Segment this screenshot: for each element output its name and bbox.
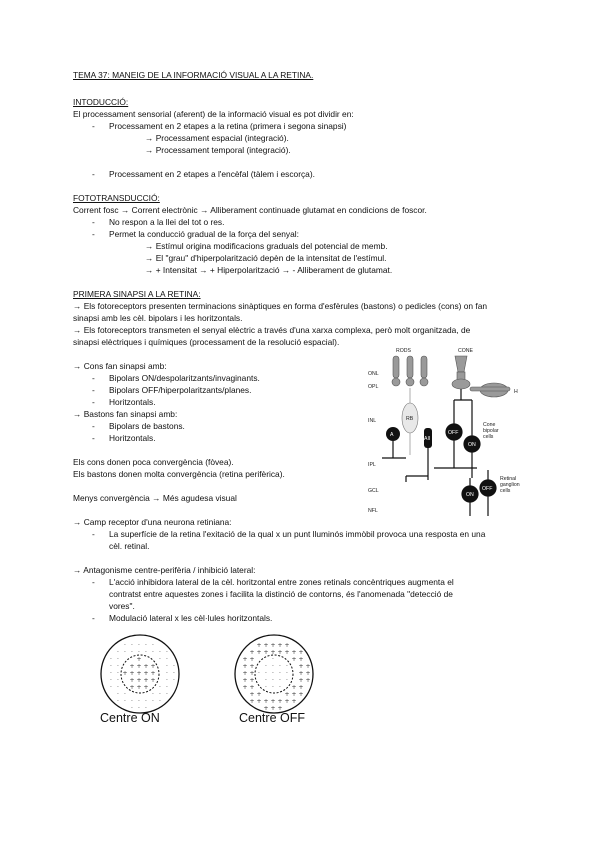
- field-mark: ·: [124, 642, 126, 649]
- field-mark: +: [249, 691, 255, 698]
- bullet-dash: -: [92, 169, 95, 179]
- field-mark: ·: [117, 670, 119, 677]
- field-mark: ·: [152, 649, 154, 656]
- field-mark: ·: [272, 677, 274, 684]
- field-mark: +: [305, 670, 311, 677]
- field-mark: +: [249, 684, 255, 691]
- layer-gcl: GCL: [368, 488, 379, 494]
- field-mark: +: [242, 656, 248, 663]
- field-mark: +: [298, 684, 304, 691]
- off-center-label: Centre OFF: [239, 711, 305, 725]
- field-mark: +: [143, 663, 149, 670]
- photo-lead: Corrent fosc → Corrent electrònic → Alliberament continuade glutamat en condicions de foscor.: [73, 205, 427, 215]
- document-title: TEMA 37: MANEIG DE LA INFORMACIÓ VISUAL A LA RETINA.: [73, 70, 314, 80]
- layer-ipl: IPL: [368, 462, 376, 468]
- field-mark: ·: [117, 698, 119, 705]
- field-mark: +: [136, 670, 142, 677]
- photo-heading: FOTOTRANSDUCCIÓ:: [73, 193, 160, 203]
- label-ganglion-3: cells: [500, 488, 511, 494]
- photo-arrow-2: → El "grau" d'hiperpolarització depèn de la intensitat de l'estímul.: [145, 253, 387, 263]
- field-mark: ·: [145, 642, 147, 649]
- synapse-p1-line2: sinapsi amb les cèl. bipolars i les horitzontals.: [73, 313, 243, 323]
- intro-bullet-1: Processament en 2 etapes a la retina (primera i segona sinapsi): [109, 121, 347, 131]
- field-mark: +: [263, 649, 269, 656]
- field-mark: ·: [279, 663, 281, 670]
- field-mark: +: [249, 663, 255, 670]
- field-mark: ·: [166, 691, 168, 698]
- bullet-dash: -: [92, 421, 95, 431]
- bullet-dash: -: [92, 433, 95, 443]
- bullet-dash: -: [92, 577, 95, 587]
- field-mark: +: [291, 691, 297, 698]
- intro-heading: INTODUCCIÓ:: [73, 97, 129, 107]
- layer-inl: INL: [368, 418, 377, 424]
- field-mark: +: [263, 642, 269, 649]
- field-mark: ·: [265, 670, 267, 677]
- field-mark: ·: [159, 684, 161, 691]
- receptive-item-line1: La superfície de la retina l'exitació de la qual x un punt lluminós immòbil provoca una resposta en una: [109, 529, 486, 539]
- bullet-dash: -: [92, 373, 95, 383]
- field-mark: ·: [117, 677, 119, 684]
- label-cone-bipolar-2: bipolar: [483, 428, 499, 434]
- field-mark: +: [256, 698, 262, 705]
- field-mark: ·: [279, 677, 281, 684]
- field-mark: ·: [166, 677, 168, 684]
- field-mark: +: [150, 663, 156, 670]
- convergence-line-1: Els cons donen poca convergència (fòvea).: [73, 457, 234, 467]
- field-mark: ·: [173, 663, 175, 670]
- field-mark: +: [242, 670, 248, 677]
- field-mark: +: [284, 698, 290, 705]
- field-mark: +: [263, 705, 269, 712]
- rods-item-2: Horitzontals.: [109, 433, 156, 443]
- field-mark: ·: [124, 649, 126, 656]
- retina-circuit-diagram: [362, 340, 532, 520]
- label-off-ganglion: OFF: [482, 486, 493, 492]
- field-mark: ·: [272, 663, 274, 670]
- field-mark: +: [284, 649, 290, 656]
- field-mark: +: [256, 642, 262, 649]
- label-cone-bipolar-1: Cone: [483, 422, 496, 428]
- field-mark: ·: [159, 698, 161, 705]
- rod-cells: [392, 356, 428, 386]
- label-h: H: [514, 389, 518, 395]
- field-mark: +: [122, 670, 128, 677]
- field-mark: ·: [286, 663, 288, 670]
- field-mark: +: [291, 656, 297, 663]
- field-mark: +: [249, 656, 255, 663]
- field-mark: ·: [110, 656, 112, 663]
- field-mark: ·: [173, 677, 175, 684]
- convergence-line-2: Els bastons donen molta convergència (retina perifèrica).: [73, 469, 285, 479]
- field-mark: +: [129, 670, 135, 677]
- synapse-heading: PRIMERA SINAPSI A LA RETINA:: [73, 289, 201, 299]
- bullet-dash: -: [92, 613, 95, 623]
- field-mark: +: [249, 677, 255, 684]
- field-mark: +: [277, 705, 283, 712]
- cone-cell: [452, 356, 470, 389]
- field-mark: ·: [110, 677, 112, 684]
- field-mark: +: [291, 684, 297, 691]
- field-mark: ·: [166, 656, 168, 663]
- ganglion-cells: [406, 470, 496, 516]
- field-mark: ·: [131, 649, 133, 656]
- field-mark: +: [291, 649, 297, 656]
- intro-arrow-2: → Processament temporal (integració).: [145, 145, 291, 155]
- field-mark: ·: [124, 691, 126, 698]
- field-mark: +: [136, 677, 142, 684]
- synapse-p2-line2: sinapsi elèctriques i químiques (processament de la resolució espacial).: [73, 337, 340, 347]
- field-mark: ·: [124, 698, 126, 705]
- receptive-field-on-center: [98, 632, 182, 716]
- field-mark: ·: [117, 663, 119, 670]
- antagonism-item1-line1: L'acció inhibidora lateral de la cèl. horitzontal entre zones retinals concèntriques augmenta el: [109, 577, 454, 587]
- label-ganglion-1: Retinal: [500, 476, 517, 482]
- photo-bullet-1: No respon a la llei del tot o res.: [109, 217, 225, 227]
- field-mark: ·: [279, 684, 281, 691]
- antagonism-item1-line2: contratst entre aquestes zones i facilita la distinció de contorns, és l'anomenada "detecció de: [109, 589, 453, 599]
- intro-arrow-1: → Processament espacial (integració).: [145, 133, 289, 143]
- intro-bullet-2: Processament en 2 etapes a l'encèfal (tàlem i escorça).: [109, 169, 315, 179]
- antagonism-item1-line3: vores".: [109, 601, 135, 611]
- field-mark: +: [256, 691, 262, 698]
- field-mark: +: [136, 684, 142, 691]
- field-mark: +: [298, 663, 304, 670]
- horizontal-cell: [470, 383, 510, 397]
- field-mark: ·: [166, 670, 168, 677]
- field-mark: ·: [117, 656, 119, 663]
- field-mark: +: [143, 684, 149, 691]
- field-mark: +: [270, 705, 276, 712]
- receptive-lead: → Camp receptor d'una neurona retiniana:: [73, 517, 232, 527]
- label-ganglion-2: ganglion: [500, 482, 520, 488]
- label-aii: AII: [424, 436, 431, 442]
- field-mark: +: [150, 677, 156, 684]
- field-mark: ·: [159, 691, 161, 698]
- field-mark: ·: [173, 670, 175, 677]
- field-mark: +: [277, 698, 283, 705]
- field-mark: +: [143, 677, 149, 684]
- field-mark: ·: [272, 670, 274, 677]
- bullet-dash: -: [92, 229, 95, 239]
- amacrine-a: [382, 427, 406, 458]
- synapse-p1-line1: → Els fotoreceptors presenten terminacions sinàptiques en forma d'esfèrules (bastons) o pedicles (cons) on fan: [73, 301, 488, 311]
- rods-item-1: Bipolars de bastons.: [109, 421, 185, 431]
- field-mark: ·: [166, 663, 168, 670]
- label-cone: CONE: [458, 348, 473, 354]
- field-mark: +: [298, 649, 304, 656]
- receptive-field-off-center: [232, 632, 316, 716]
- field-mark: +: [136, 663, 142, 670]
- bullet-dash: -: [92, 529, 95, 539]
- field-mark: +: [270, 642, 276, 649]
- bullet-dash: -: [92, 121, 95, 131]
- bullet-dash: -: [92, 217, 95, 227]
- photo-arrow-3: → + Intensitat → + Hiperpolarització → - Alliberament de glutamat.: [145, 265, 393, 275]
- label-cone-bipolar-3: cells: [483, 434, 494, 440]
- cones-lead: → Cons fan sinapsi amb:: [73, 361, 167, 371]
- field-mark: ·: [110, 684, 112, 691]
- field-mark: +: [242, 677, 248, 684]
- label-rb: RB: [406, 416, 414, 422]
- field-mark: ·: [110, 663, 112, 670]
- field-mark: ·: [145, 698, 147, 705]
- label-a: A: [390, 432, 394, 438]
- field-mark: ·: [286, 670, 288, 677]
- field-mark: ·: [131, 698, 133, 705]
- field-mark: ·: [138, 642, 140, 649]
- field-mark: +: [256, 649, 262, 656]
- bullet-dash: -: [92, 397, 95, 407]
- field-mark: +: [305, 663, 311, 670]
- field-mark: ·: [265, 684, 267, 691]
- field-mark: ·: [131, 642, 133, 649]
- field-mark: ·: [258, 670, 260, 677]
- field-mark: ·: [279, 670, 281, 677]
- field-mark: +: [298, 677, 304, 684]
- cones-item-1: Bipolars ON/despolaritzants/invaginants.: [109, 373, 260, 383]
- field-mark: +: [277, 649, 283, 656]
- rods-lead: → Bastons fan sinapsi amb:: [73, 409, 178, 419]
- photo-bullet-2: Permet la conducció gradual de la força del senyal:: [109, 229, 299, 239]
- field-mark: ·: [138, 698, 140, 705]
- field-mark: ·: [272, 684, 274, 691]
- field-mark: +: [263, 698, 269, 705]
- field-mark: +: [129, 684, 135, 691]
- field-mark: ·: [138, 705, 140, 712]
- field-mark: +: [277, 642, 283, 649]
- label-on-ganglion: ON: [466, 492, 474, 498]
- antagonism-item2: Modulació lateral x les cèl·lules horitzontals.: [109, 613, 273, 623]
- field-mark: +: [270, 649, 276, 656]
- field-mark: +: [242, 663, 248, 670]
- label-rods: RODS: [396, 348, 411, 354]
- field-mark: ·: [117, 649, 119, 656]
- bullet-dash: -: [92, 385, 95, 395]
- field-mark: +: [129, 663, 135, 670]
- field-mark: +: [284, 691, 290, 698]
- field-mark: +: [298, 691, 304, 698]
- field-mark: ·: [145, 705, 147, 712]
- photo-arrow-1: → Estímul origina modificacions graduals del potencial de memb.: [145, 241, 388, 251]
- field-mark: ·: [152, 642, 154, 649]
- field-mark: +: [129, 677, 135, 684]
- convergence-line-3: Menys convergència → Més agudesa visual: [73, 493, 237, 503]
- field-mark: ·: [286, 677, 288, 684]
- field-mark: ·: [152, 691, 154, 698]
- field-mark: ·: [131, 705, 133, 712]
- field-mark: ·: [265, 677, 267, 684]
- field-mark: ·: [272, 656, 274, 663]
- field-mark: +: [242, 684, 248, 691]
- field-mark: ·: [265, 663, 267, 670]
- field-mark: +: [291, 698, 297, 705]
- layer-opl: OPL: [368, 384, 379, 390]
- field-mark: +: [136, 656, 142, 663]
- field-mark: +: [249, 670, 255, 677]
- layer-onl: ONL: [368, 371, 379, 377]
- layer-nfl: NFL: [368, 508, 378, 514]
- field-mark: +: [249, 698, 255, 705]
- field-mark: +: [284, 642, 290, 649]
- label-off-bipolar: OFF: [448, 430, 459, 436]
- field-mark: +: [150, 670, 156, 677]
- field-mark: ·: [117, 691, 119, 698]
- field-mark: +: [305, 677, 311, 684]
- field-mark: ·: [152, 698, 154, 705]
- field-mark: +: [298, 656, 304, 663]
- field-mark: ·: [166, 684, 168, 691]
- cones-item-3: Horitzontals.: [109, 397, 156, 407]
- on-center-label: Centre ON: [100, 711, 160, 725]
- antagonism-lead: → Antagonisme centre-perifèria / inhibició lateral:: [73, 565, 256, 575]
- field-mark: +: [249, 649, 255, 656]
- synapse-p2-line1: → Els fotoreceptors transmeten el senyal elèctric a través d'una xarxa complexa, però molt organitzada, de: [73, 325, 471, 335]
- field-mark: ·: [117, 684, 119, 691]
- field-mark: ·: [138, 649, 140, 656]
- field-mark: +: [143, 670, 149, 677]
- field-mark: ·: [166, 649, 168, 656]
- intro-lead: El processament sensorial (aferent) de la informació visual es pot dividir en:: [73, 109, 354, 119]
- field-mark: ·: [145, 649, 147, 656]
- label-on-bipolar: ON: [468, 442, 476, 448]
- field-mark: +: [298, 670, 304, 677]
- field-mark: ·: [159, 656, 161, 663]
- receptive-item-line2: cèl. retinal.: [109, 541, 150, 551]
- field-mark: +: [270, 698, 276, 705]
- cones-item-2: Bipolars OFF/hiperpolaritzants/planes.: [109, 385, 252, 395]
- field-mark: ·: [110, 670, 112, 677]
- field-mark: ·: [159, 649, 161, 656]
